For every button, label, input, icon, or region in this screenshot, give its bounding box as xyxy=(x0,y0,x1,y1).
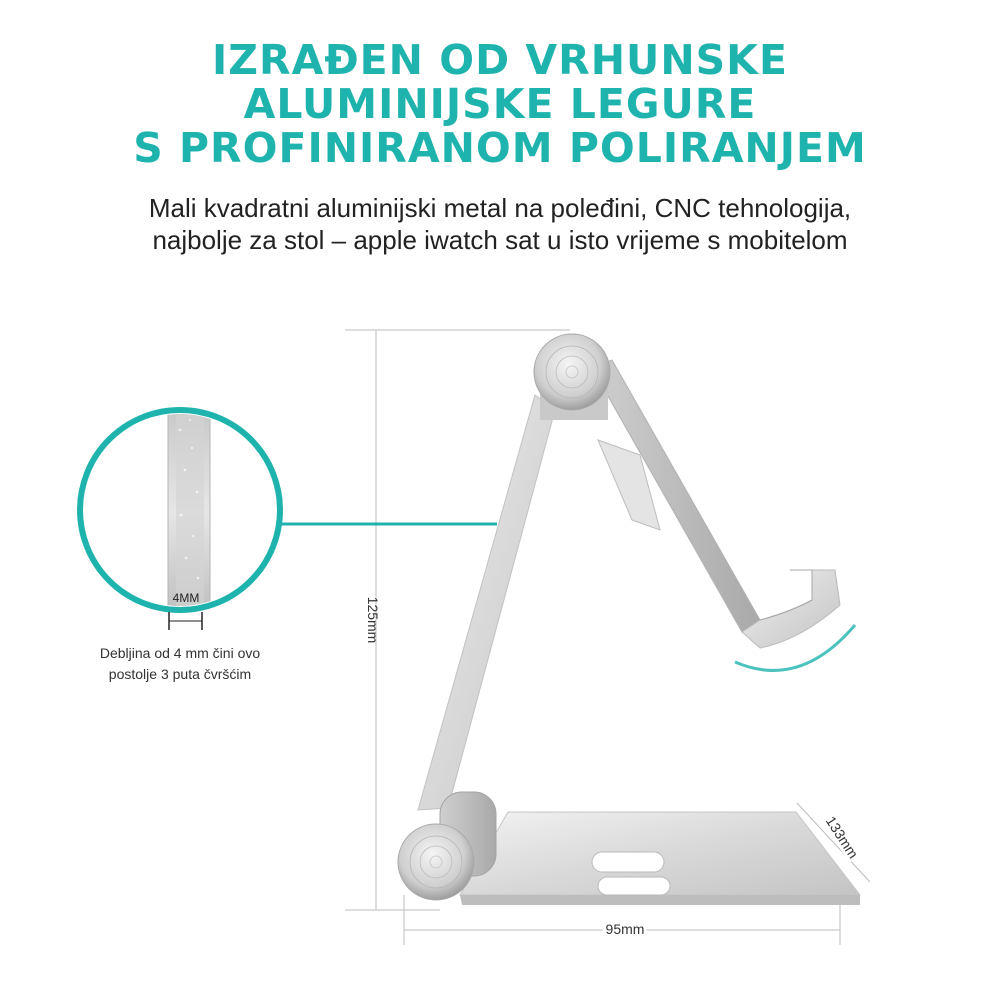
width-label: 95mm xyxy=(605,921,645,937)
caption-line-2: postolje 3 puta čvršćim xyxy=(108,666,252,682)
thickness-zoom-circle xyxy=(80,405,280,620)
top-hinge-knob xyxy=(534,334,610,420)
support-arm xyxy=(418,395,555,810)
phone-cradle xyxy=(592,360,840,648)
depth-label: 133mm xyxy=(822,813,862,862)
height-label: 125mm xyxy=(365,596,381,644)
headline-line-2: ALUMINIJSKE LEGURE xyxy=(243,80,757,128)
headline-line-1: IZRAĐEN OD VRHUNSKE xyxy=(212,36,788,84)
thickness-label: 4MM xyxy=(172,591,200,605)
base-plate xyxy=(460,812,860,905)
thickness-caption xyxy=(60,643,300,685)
subheadline-line-1: Mali kvadratni aluminijski metal na poleđini, CNC tehnologija, xyxy=(148,193,852,223)
headline-line-3: S PROFINIRANOM POLIRANJEM xyxy=(133,124,867,172)
subheadline-line-2: najbolje za stol – apple iwatch sat u isto vrijeme s mobitelom xyxy=(152,225,848,255)
caption-line-1: Debljina od 4 mm čini ovo xyxy=(99,645,261,661)
